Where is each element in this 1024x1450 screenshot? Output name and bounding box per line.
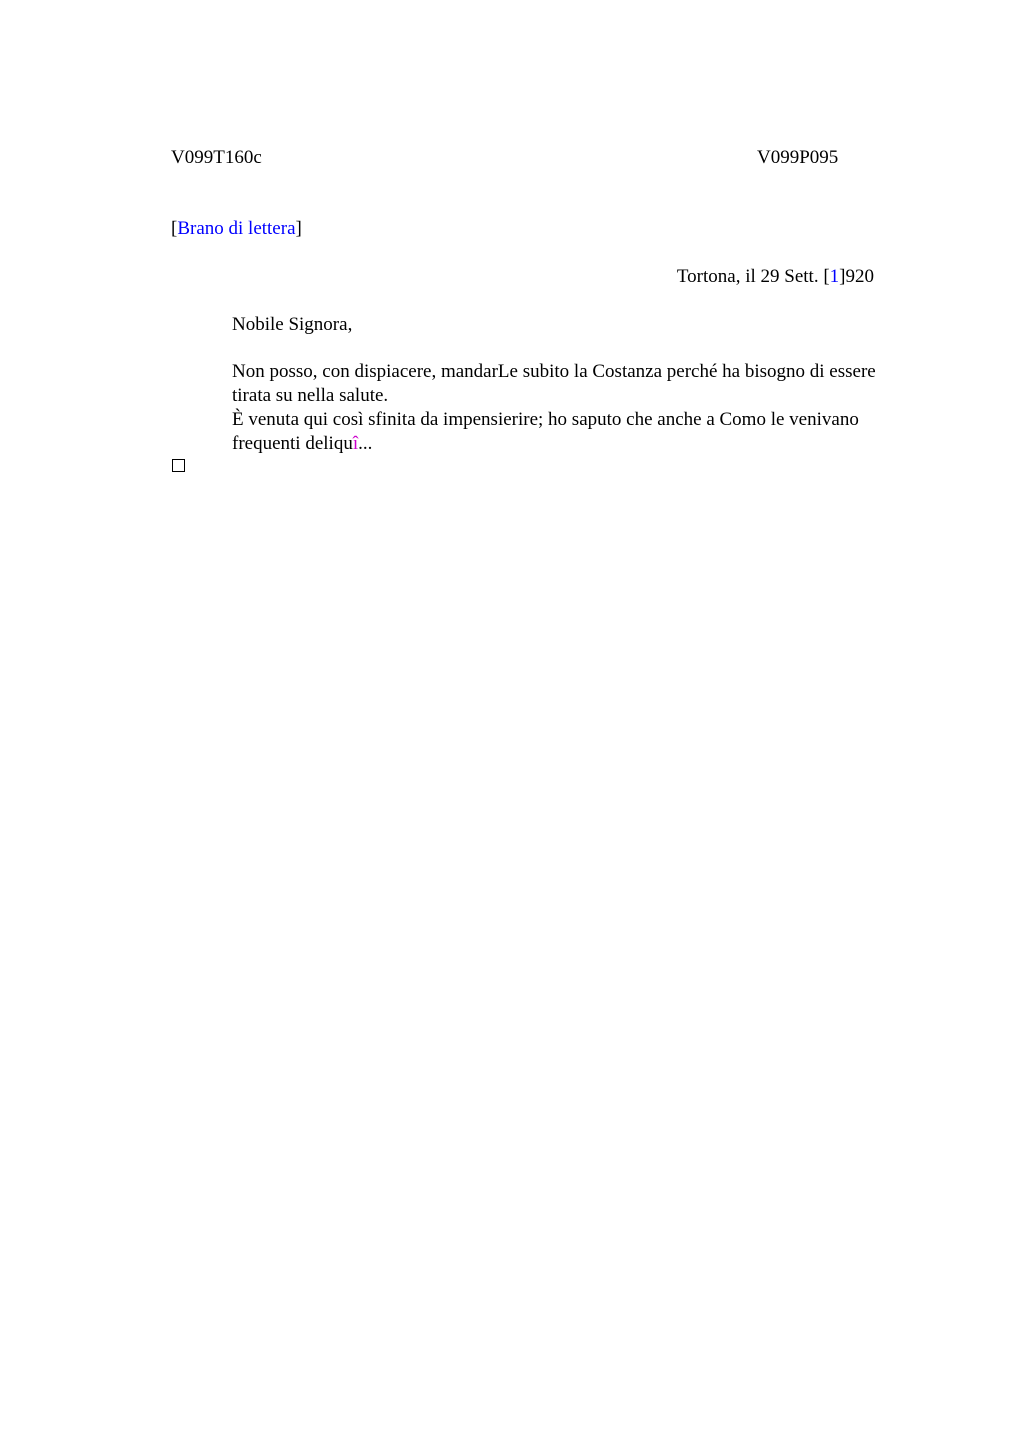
dateline-open-bracket: [ bbox=[823, 266, 830, 287]
dateline-supplied-digit: 1 bbox=[829, 266, 840, 287]
paragraph-2 bbox=[171, 408, 916, 456]
paragraph-2-text: È venuta qui così sfinita da impensierire; ho saputo che anche a Como le venivano frequenti deliqu bbox=[232, 409, 859, 454]
title-close-bracket: ] bbox=[295, 218, 302, 239]
letter-body bbox=[171, 360, 916, 456]
dateline-close-bracket: ] bbox=[839, 266, 846, 287]
paragraph-1: Non posso, con dispiacere, mandarLe subito la Costanza perché ha bisogno di essere tirata su nella salute. bbox=[232, 361, 876, 406]
end-box-icon bbox=[172, 459, 185, 472]
dateline bbox=[677, 265, 874, 289]
document-title bbox=[171, 217, 302, 241]
dateline-suffix: 920 bbox=[845, 266, 874, 287]
variant-letter: î bbox=[352, 433, 359, 454]
title-text: Brano di lettera bbox=[177, 218, 296, 239]
document-code-right: V099P095 bbox=[757, 147, 839, 168]
document-code-left: V099T160c bbox=[171, 147, 262, 168]
paragraph-2-ellipsis: ... bbox=[358, 433, 373, 454]
dateline-prefix: Tortona, il 29 Sett. bbox=[676, 266, 824, 287]
salutation: Nobile Signora, bbox=[232, 314, 353, 335]
title-open-bracket: [ bbox=[171, 218, 178, 239]
